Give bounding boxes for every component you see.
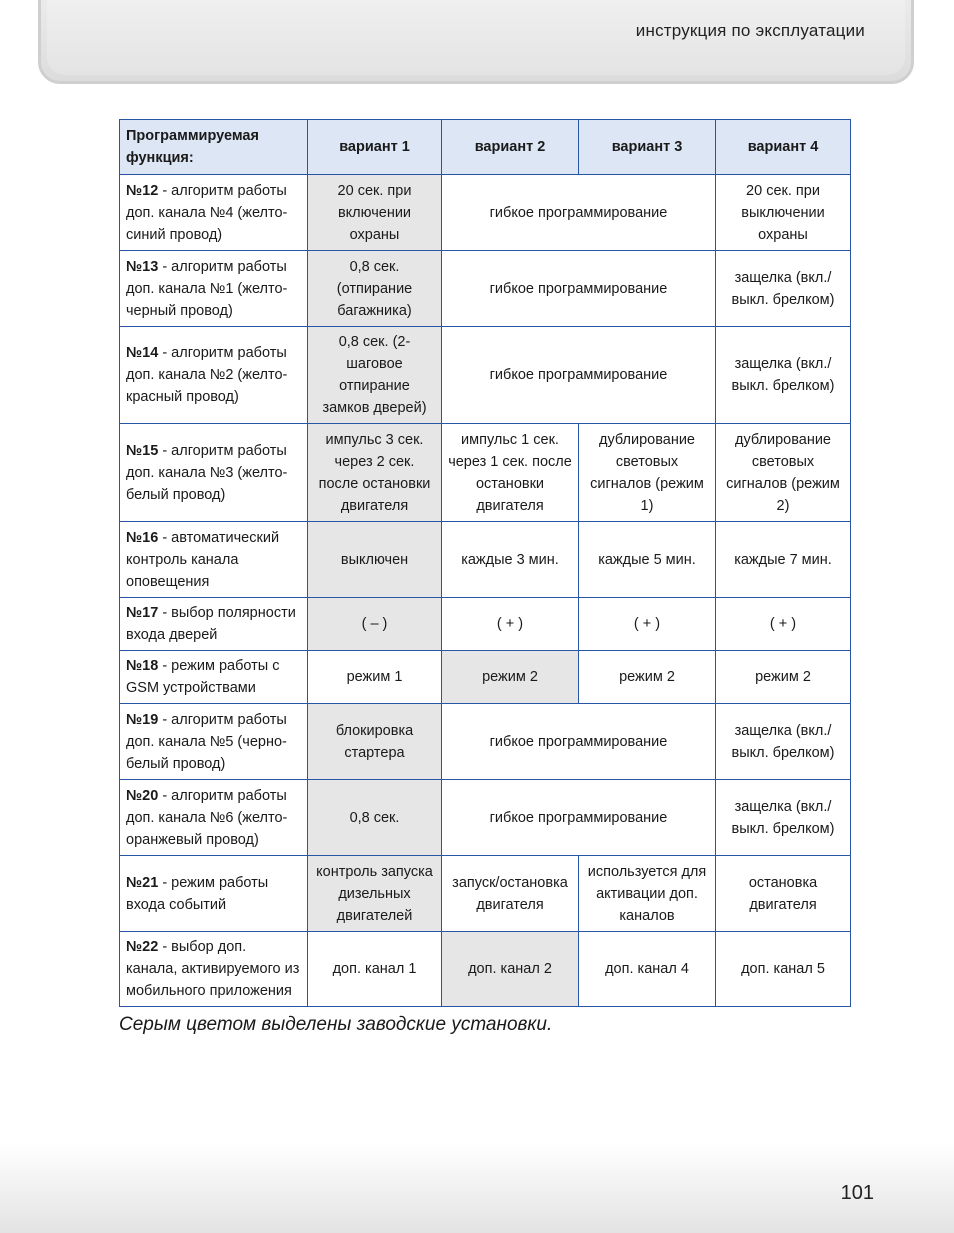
settings-table (119, 119, 851, 1007)
value-cell: импульс 1 сек. через 1 сек. после остановки двигателя (442, 424, 579, 522)
table-row (120, 780, 851, 856)
value-cell: доп. канал 5 (716, 932, 851, 1007)
column-header-variant-4: вариант 4 (716, 120, 851, 175)
value-cell: дублирование световых сигналов (режим 2) (716, 424, 851, 522)
value-cell: ( + ) (716, 598, 851, 651)
value-cell: защелка (вкл./ выкл. брелком) (716, 251, 851, 327)
function-number: №20 (126, 787, 159, 804)
function-number: №13 (126, 258, 159, 275)
column-header-function: Программируемая функция: (120, 120, 308, 175)
table-row (120, 704, 851, 780)
function-cell (120, 251, 308, 327)
value-cell-default: 0,8 сек. (308, 780, 442, 856)
function-cell (120, 327, 308, 424)
value-cell: дублирование световых сигналов (режим 1) (579, 424, 716, 522)
value-cell-default: доп. канал 2 (442, 932, 579, 1007)
column-header-variant-1: вариант 1 (308, 120, 442, 175)
function-number: №17 (126, 605, 159, 621)
value-cell: защелка (вкл./ выкл. брелком) (716, 780, 851, 856)
function-cell (120, 651, 308, 704)
function-number: №19 (126, 711, 159, 728)
value-cell: доп. канал 4 (579, 932, 716, 1007)
value-cell-default: блокировка стартера (308, 704, 442, 780)
function-description: - выбор полярности входа дверей (126, 605, 296, 643)
table-row (120, 327, 851, 424)
function-number: №16 (126, 529, 159, 546)
function-cell (120, 704, 308, 780)
table-row (120, 598, 851, 651)
header-band (38, 0, 914, 84)
table-body (120, 175, 851, 1007)
header-title: инструкция по эксплуатации (635, 21, 865, 40)
value-cell: 20 сек. при выключении охраны (716, 175, 851, 251)
function-description: - алгоритм работы доп. канала №3 (желто-белый провод) (126, 442, 288, 503)
value-cell: каждые 5 мин. (579, 522, 716, 598)
function-cell (120, 856, 308, 932)
value-cell: режим 1 (308, 651, 442, 704)
table-row (120, 251, 851, 327)
function-number: №14 (126, 345, 159, 361)
table-row (120, 424, 851, 522)
function-number: №12 (126, 182, 159, 199)
value-cell: используется для активации доп. каналов (579, 856, 716, 932)
value-cell-default: контроль запуска дизельных двигателей (308, 856, 442, 932)
function-description: - режим работы входа событий (126, 874, 269, 913)
function-description: - алгоритм работы доп. канала №6 (желто-оранжевый провод) (126, 787, 288, 848)
function-number: №22 (126, 939, 159, 955)
value-cell: доп. канал 1 (308, 932, 442, 1007)
function-cell (120, 932, 308, 1007)
value-cell: режим 2 (716, 651, 851, 704)
table-row (120, 522, 851, 598)
function-number: №21 (126, 874, 159, 891)
function-description: - автоматический контроль канала оповещения (126, 529, 280, 590)
table-row (120, 175, 851, 251)
value-cell: защелка (вкл./ выкл. брелком) (716, 704, 851, 780)
footnote: Серым цветом выделены заводские установки. (119, 1014, 553, 1035)
value-cell-default: 20 сек. при включении охраны (308, 175, 442, 251)
function-description: - выбор доп. канала, активируемого из мобильного приложения (126, 939, 300, 999)
value-cell-default: ( – ) (308, 598, 442, 651)
function-description: - алгоритм работы доп. канала №4 (желто-синий провод) (126, 182, 288, 243)
value-cell-default: 0,8 сек. (2-шаговое отпирание замков дверей) (308, 327, 442, 424)
column-header-variant-2: вариант 2 (442, 120, 579, 175)
function-description: - режим работы с GSM устройствами (126, 658, 280, 696)
function-description: - алгоритм работы доп. канала №2 (желто-красный провод) (126, 345, 288, 405)
value-cell: каждые 7 мин. (716, 522, 851, 598)
value-cell: гибкое программирование (442, 175, 716, 251)
value-cell: ( + ) (579, 598, 716, 651)
header-inner (47, 0, 905, 75)
value-cell: запуск/остановка двигателя (442, 856, 579, 932)
value-cell-default: импульс 3 сек. через 2 сек. после остановки двигателя (308, 424, 442, 522)
value-cell: каждые 3 мин. (442, 522, 579, 598)
page-number: 101 (840, 1182, 874, 1204)
footer-band (0, 1143, 954, 1233)
function-description: - алгоритм работы доп. канала №5 (черно-белый провод) (126, 711, 287, 772)
table-row (120, 651, 851, 704)
function-cell (120, 522, 308, 598)
function-cell (120, 598, 308, 651)
table-row (120, 856, 851, 932)
column-header-variant-3: вариант 3 (579, 120, 716, 175)
value-cell: гибкое программирование (442, 327, 716, 424)
function-cell (120, 175, 308, 251)
value-cell-default: режим 2 (442, 651, 579, 704)
function-description: - алгоритм работы доп. канала №1 (желто-черный провод) (126, 258, 288, 319)
function-number: №18 (126, 658, 159, 674)
value-cell: гибкое программирование (442, 251, 716, 327)
function-cell (120, 780, 308, 856)
function-cell (120, 424, 308, 522)
table-row (120, 932, 851, 1007)
value-cell-default: 0,8 сек. (отпирание багажника) (308, 251, 442, 327)
value-cell: режим 2 (579, 651, 716, 704)
value-cell: гибкое программирование (442, 704, 716, 780)
value-cell: гибкое программирование (442, 780, 716, 856)
value-cell: ( + ) (442, 598, 579, 651)
function-number: №15 (126, 442, 159, 459)
value-cell: защелка (вкл./ выкл. брелком) (716, 327, 851, 424)
table-header-row (120, 120, 851, 175)
value-cell: остановка двигателя (716, 856, 851, 932)
value-cell-default: выключен (308, 522, 442, 598)
